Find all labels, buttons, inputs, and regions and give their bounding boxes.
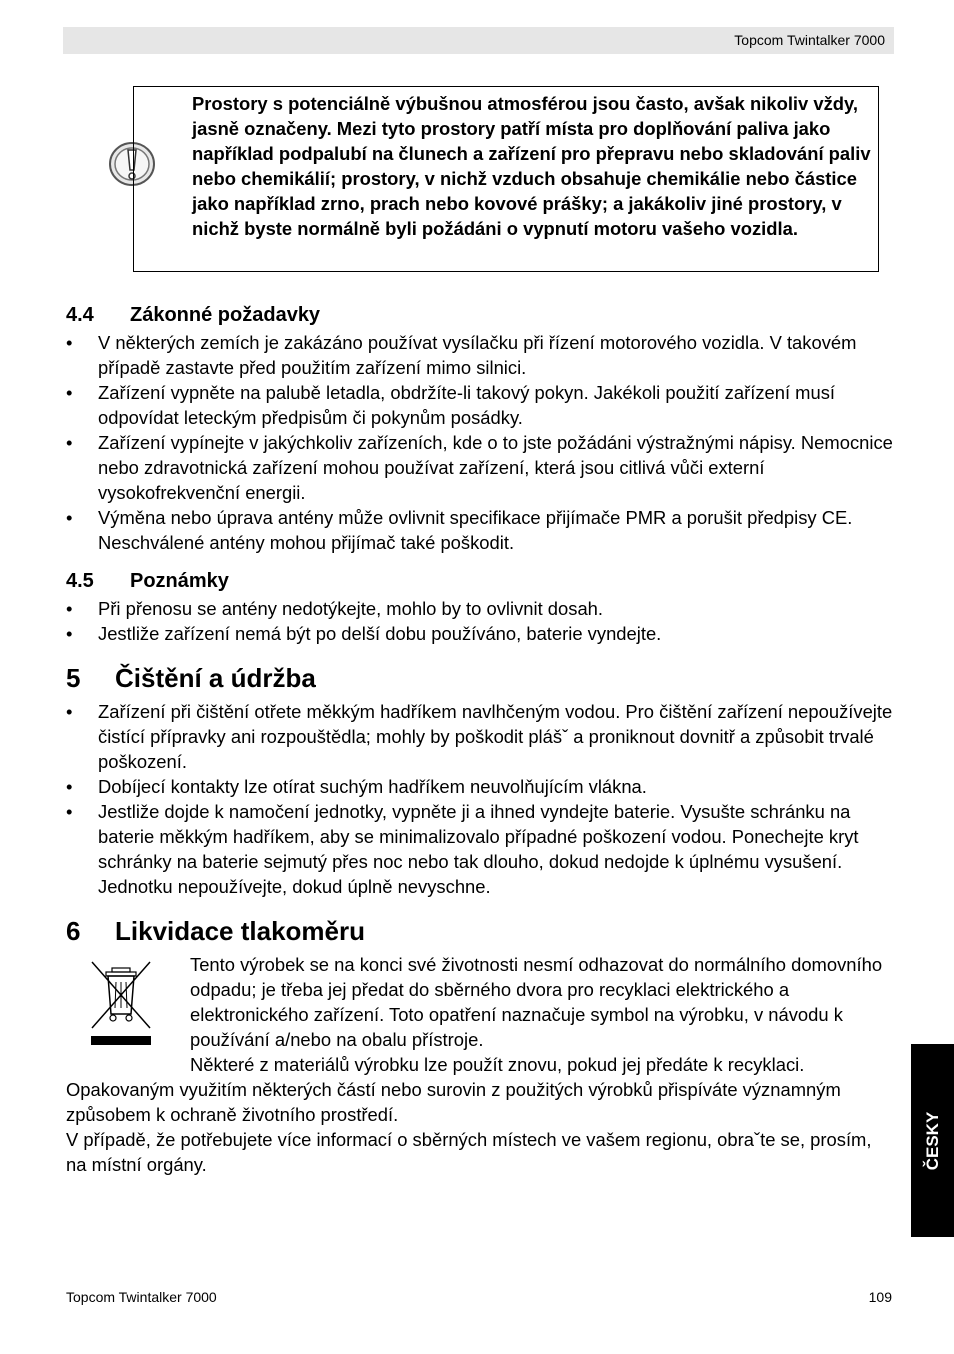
page-content (66, 300, 894, 1177)
section-heading-4-5: 4.5 Poznámky (66, 570, 229, 592)
section-heading-6: 6 Likvidace tlakoměru (66, 916, 365, 946)
list-item: • Zařízení vypněte na palubě letadla, obdržíte-li takový pokyn. Jakékoli použití zařízení musí odpovídat leteckým předpisům či pokynům posádky. (66, 380, 894, 430)
disposal-paragraph: V případě, že potřebujete více informací o sběrných místech ve vašem regionu, obraˇte se, prosím, na místní orgány. (66, 1129, 872, 1175)
list-item: • Výměna nebo úprava antény může ovlivnit specifikace přijímače PMR a porušit předpisy CE. Neschválené antény mohou přijímač také poškodit. (66, 505, 894, 555)
warning-box (133, 86, 879, 272)
list-item: • Zařízení vypínejte v jakýchkoliv zařízeních, kde o to jste požádáni výstražnými nápisy. Nemocnice nebo zdravotnická zařízení mohou používat zařízení, která jsou citlivá vůči externí vysokofrekvenční energii. (66, 430, 894, 505)
language-tab-label: ČESKY (922, 1111, 942, 1170)
notes-list (66, 596, 894, 646)
cleaning-list (66, 699, 894, 899)
weee-crossed-bin-icon (88, 958, 154, 1048)
list-item: • Dobíjecí kontakty lze otírat suchým hadříkem neuvolňujícím vlákna. (66, 774, 894, 799)
disposal-paragraph: Tento výrobek se na konci své životnosti nesmí odhazovat do normálního domovního odpadu; je třeba jej předat do sběrného dvora pro recyklaci elektrického a elektronického zařízení. Toto opatření naznačuje symbol na výrobku, v návodu k používání a/nebo na obalu přístroje. (190, 954, 883, 1050)
disposal-section (66, 952, 894, 1127)
list-item: • Zařízení při čištění otřete měkkým hadříkem navlhčeným vodou. Pro čištění zařízení nepoužívejte čistící přípravky ani rozpouštědla; mohly by poškodit plášˇ a proniknout dovnitř a způsobit trvalé poškození. (66, 699, 894, 774)
list-item: • Jestliže zařízení nemá být po delší dobu používáno, baterie vyndejte. (66, 621, 894, 646)
page-number: 109 (868, 1289, 892, 1305)
header-title: Topcom Twintalker 7000 (734, 32, 885, 48)
section-heading-5: 5 Čištění a údržba (66, 663, 316, 693)
list-item: • Při přenosu se antény nedotýkejte, mohlo by to ovlivnit dosah. (66, 596, 894, 621)
warning-text: Prostory s potenciálně výbušnou atmosférou jsou často, avšak nikoliv vždy, jasně označeny. Mezi tyto prostory patří místa pro doplňování paliva jako například podpalubí na člunech a zařízení pro přepravu nebo skladování paliv nebo chemikálií; prostory, v nichž vzduch obsahuje chemikálie nebo částice jako například zrno, prach nebo kovové prášky; a jakákoliv jiné prostory, v nichž byste normálně byli požádáni o vypnutí motoru vašeho vozidla. (192, 93, 871, 239)
language-tab (911, 1044, 954, 1237)
list-item: • Jestliže dojde k namočení jednotky, vypněte ji a ihned vyndejte baterie. Vysušte schránku na baterie měkkým hadříkem, aby se minimalizovalo případné poškození vodou. Ponechejte kryt schránky na baterie sejmutý přes noc nebo tak dlouho, dokud nedojde k úplnému vysušení. Jednotku nepoužívejte, dokud úplně nevyschne. (66, 799, 894, 899)
legal-requirements-list (66, 330, 894, 555)
section-heading-4-4: 4.4 Zákonné požadavky (66, 304, 321, 326)
footer-title: Topcom Twintalker 7000 (66, 1289, 217, 1305)
disposal-paragraph: Některé z materiálů výrobku lze použít znovu, pokud jej předáte k recyklaci. Opakovaným využitím některých částí nebo surovin z použitých výrobků přispíváte významným způsobem k ochraně životního prostředí. (66, 1054, 841, 1125)
header-bar (63, 27, 894, 54)
list-item: • V některých zemích je zakázáno používat vysílačku při řízení motorového vozidla. V takovém případě zastavte před použitím zařízení mimo silnici. (66, 330, 894, 380)
